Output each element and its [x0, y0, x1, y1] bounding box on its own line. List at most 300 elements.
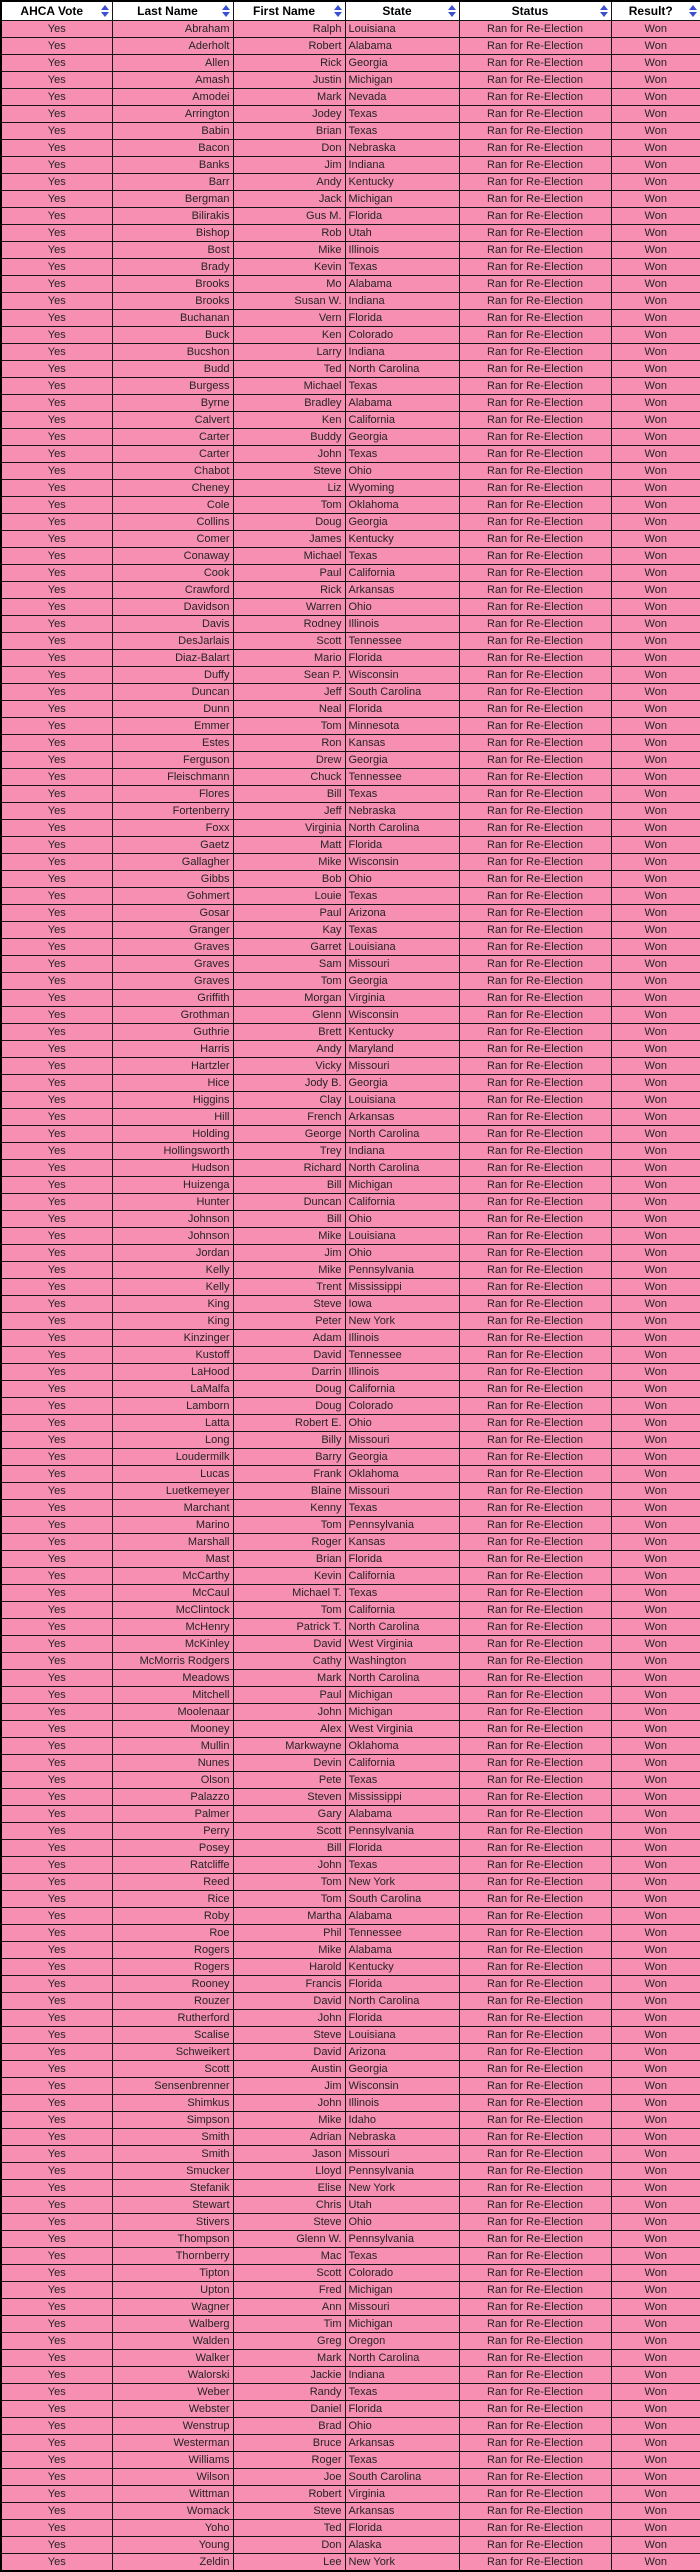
cell-first-name: Mark	[233, 1670, 345, 1687]
table-row	[1, 1109, 700, 1126]
cell-result: Won	[611, 276, 700, 293]
column-header-first-name[interactable]	[233, 1, 345, 21]
table-row	[1, 174, 700, 191]
cell-result: Won	[611, 38, 700, 55]
cell-ahca-vote: Yes	[1, 2384, 112, 2401]
cell-state: Ohio	[345, 1415, 459, 1432]
cell-last-name: Griffith	[112, 990, 233, 1007]
table-row	[1, 667, 700, 684]
cell-status: Ran for Re-Election	[459, 2350, 611, 2367]
cell-state: Pennsylvania	[345, 1823, 459, 1840]
cell-result: Won	[611, 565, 700, 582]
cell-last-name: Foxx	[112, 820, 233, 837]
cell-status: Ran for Re-Election	[459, 2520, 611, 2537]
cell-ahca-vote: Yes	[1, 2299, 112, 2316]
cell-state: Mississippi	[345, 1279, 459, 1296]
cell-state: Virginia	[345, 2486, 459, 2503]
cell-ahca-vote: Yes	[1, 1806, 112, 1823]
cell-result: Won	[611, 1738, 700, 1755]
cell-result: Won	[611, 1381, 700, 1398]
cell-first-name: Kay	[233, 922, 345, 939]
cell-status: Ran for Re-Election	[459, 140, 611, 157]
cell-result: Won	[611, 1500, 700, 1517]
cell-ahca-vote: Yes	[1, 701, 112, 718]
cell-result: Won	[611, 1687, 700, 1704]
cell-status: Ran for Re-Election	[459, 1857, 611, 1874]
table-row	[1, 922, 700, 939]
cell-last-name: Higgins	[112, 1092, 233, 1109]
cell-ahca-vote: Yes	[1, 1483, 112, 1500]
cell-first-name: Mike	[233, 1942, 345, 1959]
cell-result: Won	[611, 412, 700, 429]
cell-last-name: Bacon	[112, 140, 233, 157]
cell-first-name: Bill	[233, 786, 345, 803]
cell-ahca-vote: Yes	[1, 1602, 112, 1619]
cell-last-name: Lamborn	[112, 1398, 233, 1415]
table-row	[1, 72, 700, 89]
cell-first-name: Steve	[233, 2503, 345, 2520]
cell-ahca-vote: Yes	[1, 1993, 112, 2010]
cell-first-name: Mark	[233, 2350, 345, 2367]
table-row	[1, 2129, 700, 2146]
cell-status: Ran for Re-Election	[459, 1143, 611, 1160]
table-row	[1, 1925, 700, 1942]
table-row	[1, 1483, 700, 1500]
column-header-status[interactable]	[459, 1, 611, 21]
cell-ahca-vote: Yes	[1, 2044, 112, 2061]
sort-icon[interactable]	[448, 5, 456, 17]
cell-first-name: Markwayne	[233, 1738, 345, 1755]
cell-result: Won	[611, 259, 700, 276]
cell-result: Won	[611, 2248, 700, 2265]
cell-ahca-vote: Yes	[1, 2248, 112, 2265]
cell-result: Won	[611, 361, 700, 378]
cell-last-name: Lucas	[112, 1466, 233, 1483]
table-row	[1, 344, 700, 361]
column-label: Status	[511, 4, 549, 18]
cell-status: Ran for Re-Election	[459, 752, 611, 769]
table-row	[1, 1075, 700, 1092]
table-row	[1, 1177, 700, 1194]
cell-last-name: Westerman	[112, 2435, 233, 2452]
cell-status: Ran for Re-Election	[459, 38, 611, 55]
cell-ahca-vote: Yes	[1, 89, 112, 106]
cell-state: Louisiana	[345, 2027, 459, 2044]
cell-state: North Carolina	[345, 1126, 459, 1143]
cell-last-name: Carter	[112, 446, 233, 463]
cell-last-name: Bergman	[112, 191, 233, 208]
cell-ahca-vote: Yes	[1, 480, 112, 497]
cell-first-name: Andy	[233, 174, 345, 191]
cell-first-name: Ann	[233, 2299, 345, 2316]
cell-ahca-vote: Yes	[1, 38, 112, 55]
sort-icon[interactable]	[689, 5, 697, 17]
cell-status: Ran for Re-Election	[459, 1517, 611, 1534]
cell-status: Ran for Re-Election	[459, 2265, 611, 2282]
table-row	[1, 2435, 700, 2452]
cell-status: Ran for Re-Election	[459, 1279, 611, 1296]
cell-ahca-vote: Yes	[1, 1500, 112, 1517]
cell-last-name: Walker	[112, 2350, 233, 2367]
cell-state: Alabama	[345, 1806, 459, 1823]
cell-result: Won	[611, 1568, 700, 1585]
cell-state: Alabama	[345, 38, 459, 55]
cell-last-name: Gibbs	[112, 871, 233, 888]
cell-result: Won	[611, 2265, 700, 2282]
cell-state: Michigan	[345, 1177, 459, 1194]
cell-result: Won	[611, 582, 700, 599]
cell-status: Ran for Re-Election	[459, 2282, 611, 2299]
cell-ahca-vote: Yes	[1, 225, 112, 242]
cell-last-name: Hice	[112, 1075, 233, 1092]
cell-state: Kentucky	[345, 1959, 459, 1976]
cell-last-name: Smucker	[112, 2163, 233, 2180]
column-header-state[interactable]	[345, 1, 459, 21]
table-row	[1, 2486, 700, 2503]
cell-first-name: Warren	[233, 599, 345, 616]
cell-state: Michigan	[345, 2316, 459, 2333]
cell-status: Ran for Re-Election	[459, 429, 611, 446]
cell-first-name: Vern	[233, 310, 345, 327]
cell-last-name: Amash	[112, 72, 233, 89]
cell-state: Texas	[345, 106, 459, 123]
cell-ahca-vote: Yes	[1, 1874, 112, 1891]
cell-status: Ran for Re-Election	[459, 344, 611, 361]
table-row	[1, 2503, 700, 2520]
table-row	[1, 1806, 700, 1823]
cell-state: Alaska	[345, 2537, 459, 2554]
cell-last-name: Fleischmann	[112, 769, 233, 786]
cell-status: Ran for Re-Election	[459, 599, 611, 616]
table-row	[1, 565, 700, 582]
cell-first-name: Susan W.	[233, 293, 345, 310]
cell-ahca-vote: Yes	[1, 582, 112, 599]
table-row	[1, 1092, 700, 1109]
cell-state: Florida	[345, 310, 459, 327]
cell-status: Ran for Re-Election	[459, 1347, 611, 1364]
table-row	[1, 208, 700, 225]
cell-first-name: Larry	[233, 344, 345, 361]
cell-result: Won	[611, 1041, 700, 1058]
cell-status: Ran for Re-Election	[459, 1194, 611, 1211]
table-row	[1, 1194, 700, 1211]
cell-status: Ran for Re-Election	[459, 854, 611, 871]
cell-ahca-vote: Yes	[1, 208, 112, 225]
cell-status: Ran for Re-Election	[459, 259, 611, 276]
cell-state: Oklahoma	[345, 1738, 459, 1755]
cell-ahca-vote: Yes	[1, 2554, 112, 2572]
cell-last-name: Marchant	[112, 1500, 233, 1517]
cell-result: Won	[611, 1296, 700, 1313]
cell-ahca-vote: Yes	[1, 2282, 112, 2299]
cell-result: Won	[611, 1194, 700, 1211]
table-row	[1, 2299, 700, 2316]
cell-result: Won	[611, 1891, 700, 1908]
table-row	[1, 429, 700, 446]
cell-result: Won	[611, 1228, 700, 1245]
cell-first-name: David	[233, 2044, 345, 2061]
cell-last-name: McCarthy	[112, 1568, 233, 1585]
cell-ahca-vote: Yes	[1, 2316, 112, 2333]
cell-result: Won	[611, 922, 700, 939]
table-row	[1, 2452, 700, 2469]
column-header-ahca-vote[interactable]	[1, 1, 112, 21]
cell-last-name: Holding	[112, 1126, 233, 1143]
cell-first-name: Ken	[233, 412, 345, 429]
cell-ahca-vote: Yes	[1, 327, 112, 344]
cell-last-name: Johnson	[112, 1228, 233, 1245]
cell-first-name: Matt	[233, 837, 345, 854]
cell-state: New York	[345, 1874, 459, 1891]
cell-ahca-vote: Yes	[1, 1925, 112, 1942]
cell-status: Ran for Re-Election	[459, 463, 611, 480]
cell-first-name: Kenny	[233, 1500, 345, 1517]
cell-status: Ran for Re-Election	[459, 1908, 611, 1925]
cell-ahca-vote: Yes	[1, 2163, 112, 2180]
column-header-result[interactable]	[611, 1, 700, 21]
cell-ahca-vote: Yes	[1, 276, 112, 293]
cell-state: Florida	[345, 208, 459, 225]
column-label: Last Name	[137, 4, 198, 18]
cell-last-name: Amodei	[112, 89, 233, 106]
cell-result: Won	[611, 2197, 700, 2214]
cell-status: Ran for Re-Election	[459, 412, 611, 429]
cell-status: Ran for Re-Election	[459, 514, 611, 531]
cell-result: Won	[611, 548, 700, 565]
cell-status: Ran for Re-Election	[459, 2095, 611, 2112]
cell-state: Pennsylvania	[345, 1517, 459, 1534]
cell-last-name: McClintock	[112, 1602, 233, 1619]
cell-first-name: Pete	[233, 1772, 345, 1789]
cell-result: Won	[611, 973, 700, 990]
cell-state: Georgia	[345, 55, 459, 72]
cell-ahca-vote: Yes	[1, 1738, 112, 1755]
cell-state: North Carolina	[345, 1670, 459, 1687]
cell-result: Won	[611, 2435, 700, 2452]
cell-last-name: Buck	[112, 327, 233, 344]
cell-status: Ran for Re-Election	[459, 1262, 611, 1279]
cell-first-name: Richard	[233, 1160, 345, 1177]
table-row	[1, 548, 700, 565]
cell-state: Georgia	[345, 752, 459, 769]
cell-ahca-vote: Yes	[1, 565, 112, 582]
cell-state: Tennessee	[345, 633, 459, 650]
table-row	[1, 1670, 700, 1687]
cell-ahca-vote: Yes	[1, 1347, 112, 1364]
cell-result: Won	[611, 242, 700, 259]
table-row	[1, 89, 700, 106]
cell-ahca-vote: Yes	[1, 429, 112, 446]
table-row	[1, 1534, 700, 1551]
cell-status: Ran for Re-Election	[459, 1041, 611, 1058]
cell-status: Ran for Re-Election	[459, 786, 611, 803]
cell-status: Ran for Re-Election	[459, 480, 611, 497]
cell-first-name: Joe	[233, 2469, 345, 2486]
cell-first-name: Brett	[233, 1024, 345, 1041]
sort-icon[interactable]	[600, 5, 608, 17]
cell-status: Ran for Re-Election	[459, 2044, 611, 2061]
cell-result: Won	[611, 1330, 700, 1347]
cell-status: Ran for Re-Election	[459, 1619, 611, 1636]
cell-state: Florida	[345, 2520, 459, 2537]
table-row	[1, 2078, 700, 2095]
table-row	[1, 616, 700, 633]
table-row	[1, 956, 700, 973]
table-row	[1, 259, 700, 276]
cell-status: Ran for Re-Election	[459, 1585, 611, 1602]
cell-state: Oklahoma	[345, 497, 459, 514]
cell-ahca-vote: Yes	[1, 174, 112, 191]
table-row	[1, 769, 700, 786]
cell-first-name: Jack	[233, 191, 345, 208]
cell-state: Alabama	[345, 276, 459, 293]
cell-result: Won	[611, 667, 700, 684]
table-row	[1, 1857, 700, 1874]
cell-status: Ran for Re-Election	[459, 225, 611, 242]
cell-result: Won	[611, 786, 700, 803]
cell-last-name: Wagner	[112, 2299, 233, 2316]
table-row	[1, 1330, 700, 1347]
table-row	[1, 1007, 700, 1024]
table-row	[1, 1024, 700, 1041]
cell-result: Won	[611, 1721, 700, 1738]
cell-last-name: Webster	[112, 2401, 233, 2418]
cell-state: Arkansas	[345, 1109, 459, 1126]
cell-result: Won	[611, 1755, 700, 1772]
cell-status: Ran for Re-Election	[459, 1568, 611, 1585]
cell-first-name: Doug	[233, 514, 345, 531]
table-row	[1, 939, 700, 956]
cell-first-name: Scott	[233, 633, 345, 650]
cell-last-name: Carter	[112, 429, 233, 446]
cell-result: Won	[611, 1177, 700, 1194]
cell-first-name: Mike	[233, 242, 345, 259]
table-row	[1, 1636, 700, 1653]
table-row	[1, 310, 700, 327]
cell-status: Ran for Re-Election	[459, 905, 611, 922]
cell-status: Ran for Re-Election	[459, 701, 611, 718]
cell-first-name: Justin	[233, 72, 345, 89]
cell-status: Ran for Re-Election	[459, 2367, 611, 2384]
sort-icon[interactable]	[101, 5, 109, 17]
cell-first-name: Rodney	[233, 616, 345, 633]
cell-status: Ran for Re-Election	[459, 2299, 611, 2316]
cell-result: Won	[611, 2129, 700, 2146]
cell-first-name: Mark	[233, 89, 345, 106]
table-row	[1, 2180, 700, 2197]
cell-result: Won	[611, 1432, 700, 1449]
sort-icon[interactable]	[334, 5, 342, 17]
cell-status: Ran for Re-Election	[459, 361, 611, 378]
cell-last-name: Emmer	[112, 718, 233, 735]
cell-first-name: Clay	[233, 1092, 345, 1109]
cell-status: Ran for Re-Election	[459, 1109, 611, 1126]
cell-first-name: Trent	[233, 1279, 345, 1296]
cell-first-name: Jim	[233, 1245, 345, 1262]
cell-state: Arkansas	[345, 2503, 459, 2520]
cell-first-name: Randy	[233, 2384, 345, 2401]
cell-first-name: Daniel	[233, 2401, 345, 2418]
cell-result: Won	[611, 140, 700, 157]
cell-result: Won	[611, 1789, 700, 1806]
cell-result: Won	[611, 1551, 700, 1568]
cell-status: Ran for Re-Election	[459, 2316, 611, 2333]
cell-ahca-vote: Yes	[1, 616, 112, 633]
cell-state: Illinois	[345, 616, 459, 633]
cell-status: Ran for Re-Election	[459, 2537, 611, 2554]
column-header-last-name[interactable]	[112, 1, 233, 21]
cell-last-name: Comer	[112, 531, 233, 548]
table-row	[1, 2027, 700, 2044]
cell-first-name: Jodey	[233, 106, 345, 123]
cell-ahca-vote: Yes	[1, 72, 112, 89]
cell-result: Won	[611, 2044, 700, 2061]
cell-last-name: Byrne	[112, 395, 233, 412]
cell-result: Won	[611, 1636, 700, 1653]
cell-status: Ran for Re-Election	[459, 1670, 611, 1687]
cell-result: Won	[611, 225, 700, 242]
cell-first-name: Mo	[233, 276, 345, 293]
cell-state: Virginia	[345, 990, 459, 1007]
cell-ahca-vote: Yes	[1, 2061, 112, 2078]
cell-last-name: Yoho	[112, 2520, 233, 2537]
cell-first-name: John	[233, 1704, 345, 1721]
cell-state: Georgia	[345, 514, 459, 531]
cell-last-name: Walberg	[112, 2316, 233, 2333]
cell-ahca-vote: Yes	[1, 684, 112, 701]
cell-last-name: Grothman	[112, 1007, 233, 1024]
cell-result: Won	[611, 2537, 700, 2554]
cell-first-name: Darrin	[233, 1364, 345, 1381]
cell-state: Michigan	[345, 2282, 459, 2299]
cell-result: Won	[611, 1976, 700, 1993]
cell-status: Ran for Re-Election	[459, 667, 611, 684]
cell-last-name: Kelly	[112, 1279, 233, 1296]
table-row	[1, 582, 700, 599]
cell-status: Ran for Re-Election	[459, 2435, 611, 2452]
sort-icon[interactable]	[222, 5, 230, 17]
cell-first-name: Chris	[233, 2197, 345, 2214]
cell-status: Ran for Re-Election	[459, 2554, 611, 2572]
cell-result: Won	[611, 293, 700, 310]
cell-first-name: Robert	[233, 38, 345, 55]
cell-last-name: Granger	[112, 922, 233, 939]
cell-state: North Carolina	[345, 2350, 459, 2367]
cell-result: Won	[611, 2486, 700, 2503]
cell-result: Won	[611, 1279, 700, 1296]
cell-result: Won	[611, 1262, 700, 1279]
cell-first-name: Virginia	[233, 820, 345, 837]
cell-status: Ran for Re-Election	[459, 2401, 611, 2418]
cell-status: Ran for Re-Election	[459, 2061, 611, 2078]
cell-state: Washington	[345, 1653, 459, 1670]
cell-last-name: Simpson	[112, 2112, 233, 2129]
cell-result: Won	[611, 157, 700, 174]
cell-ahca-vote: Yes	[1, 718, 112, 735]
cell-ahca-vote: Yes	[1, 1670, 112, 1687]
cell-result: Won	[611, 1840, 700, 1857]
table-row	[1, 2350, 700, 2367]
cell-last-name: Chabot	[112, 463, 233, 480]
cell-state: Florida	[345, 2010, 459, 2027]
cell-state: West Virginia	[345, 1721, 459, 1738]
cell-ahca-vote: Yes	[1, 1568, 112, 1585]
cell-ahca-vote: Yes	[1, 1772, 112, 1789]
cell-result: Won	[611, 1925, 700, 1942]
cell-first-name: Glenn W.	[233, 2231, 345, 2248]
cell-last-name: Stewart	[112, 2197, 233, 2214]
cell-first-name: Gus M.	[233, 208, 345, 225]
